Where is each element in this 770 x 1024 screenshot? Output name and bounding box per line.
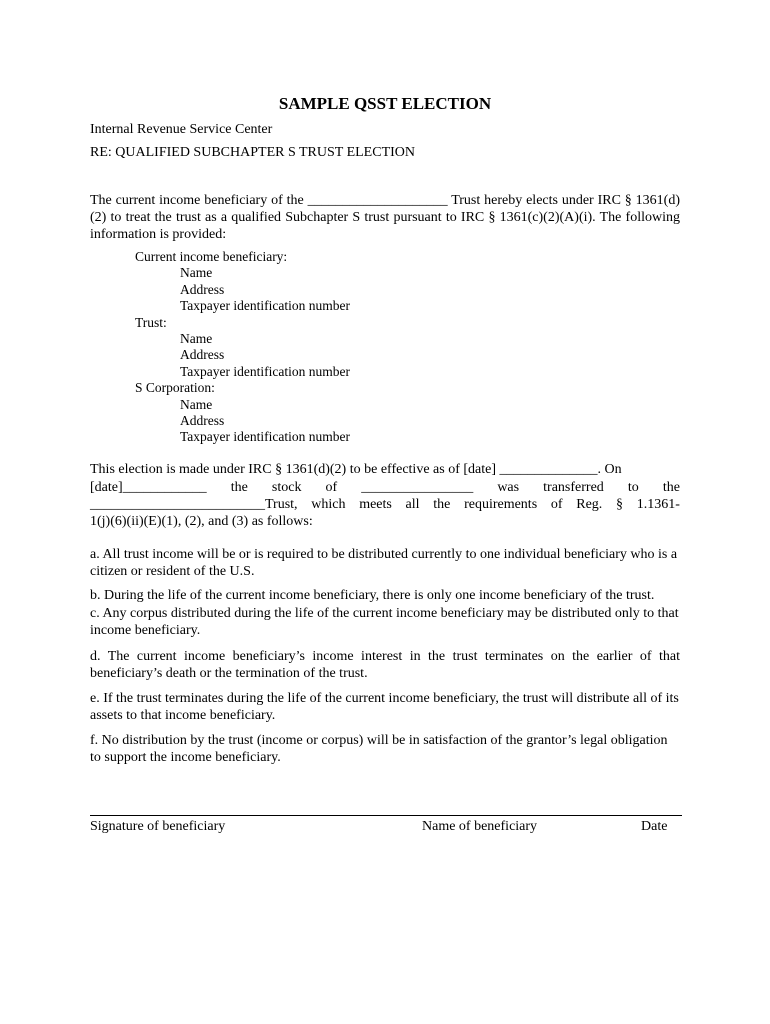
election-word: of	[325, 480, 338, 495]
beneficiary-name-item: Name	[180, 265, 213, 281]
election-word: transferred	[543, 480, 604, 495]
condition-a: a. All trust income will be or is required to be distributed currently to one individual beneficiary who is a citizen or resident of the U.S.	[90, 547, 678, 579]
election-word: [date]____________	[90, 480, 207, 495]
condition-f: f. No distribution by the trust (income or corpus) will be in satisfaction of the grantor’s legal obligation to support the income beneficiary.	[90, 733, 668, 765]
election-word: meets	[359, 497, 392, 512]
election-word: the	[433, 497, 451, 512]
election-line-1-text: This election is made under IRC § 1361(d)(2) to be effective as of [date] ______________. On	[90, 462, 622, 477]
election-line-4: 1(j)(6)(ii)(E)(1), (2), and (3) as follows:	[90, 514, 313, 529]
election-word: was	[497, 480, 520, 495]
trust-address-item: Address	[180, 347, 225, 363]
election-word: the	[662, 480, 680, 495]
beneficiary-heading: Current income beneficiary:	[135, 249, 288, 264]
election-line-3	[90, 496, 680, 513]
election-word: 1.1361-	[636, 497, 680, 512]
election-word: §	[616, 497, 623, 512]
election-line-1	[90, 461, 680, 478]
election-word: stock	[271, 480, 302, 495]
election-word: which	[311, 497, 346, 512]
signature-label: Signature of beneficiary	[90, 819, 226, 834]
election-word: _________________________Trust,	[90, 497, 298, 512]
condition-c: c. Any corpus distributed during the life of the current income beneficiary may be distributed only to that income beneficiary.	[90, 606, 679, 638]
recipient-line: Internal Revenue Service Center	[90, 122, 273, 137]
intro-paragraph: The current income beneficiary of the ____________________ Trust hereby elects under IRC § 1361(d)(2) to treat the trust as a qualified Subchapter S trust pursuant to IRC § 1361(c)(2)(A)(i). The following information is provided:	[90, 193, 680, 242]
election-word: Reg.	[576, 497, 603, 512]
corporation-name-item: Name	[180, 396, 213, 412]
beneficiary-address-item: Address	[180, 281, 225, 297]
condition-e: e. If the trust terminates during the life of the current income beneficiary, the trust will distribute all of its assets to that income beneficiary.	[90, 691, 679, 723]
corporation-tin-item: Taxpayer identification number	[180, 429, 350, 445]
re-line: RE: QUALIFIED SUBCHAPTER S TRUST ELECTION	[90, 145, 416, 160]
corporation-address-item: Address	[180, 413, 225, 429]
beneficiary-tin-item: Taxpayer identification number	[180, 298, 350, 314]
election-word: of	[550, 497, 563, 512]
trust-name-item: Name	[180, 331, 213, 347]
corporation-heading: S Corporation:	[135, 380, 215, 396]
election-word: to	[627, 480, 639, 495]
election-line-2	[90, 479, 680, 496]
information-list	[135, 249, 350, 446]
election-word: requirements	[464, 497, 538, 512]
election-word: ________________	[361, 480, 474, 495]
election-word: the	[230, 480, 248, 495]
document-title: SAMPLE QSST ELECTION	[278, 94, 492, 113]
election-word: all	[405, 497, 420, 512]
trust-tin-item: Taxpayer identification number	[180, 363, 350, 379]
trust-heading: Trust:	[135, 314, 167, 330]
condition-b: b. During the life of the current income beneficiary, there is only one income beneficiary of the trust.	[90, 588, 655, 603]
condition-d: d. The current income beneficiary’s income interest in the trust terminates on the earlier of that beneficiary’s death or the termination of the trust.	[90, 649, 680, 681]
date-label: Date	[641, 819, 668, 834]
signature-rule	[90, 815, 682, 816]
name-label: Name of beneficiary	[422, 819, 538, 834]
